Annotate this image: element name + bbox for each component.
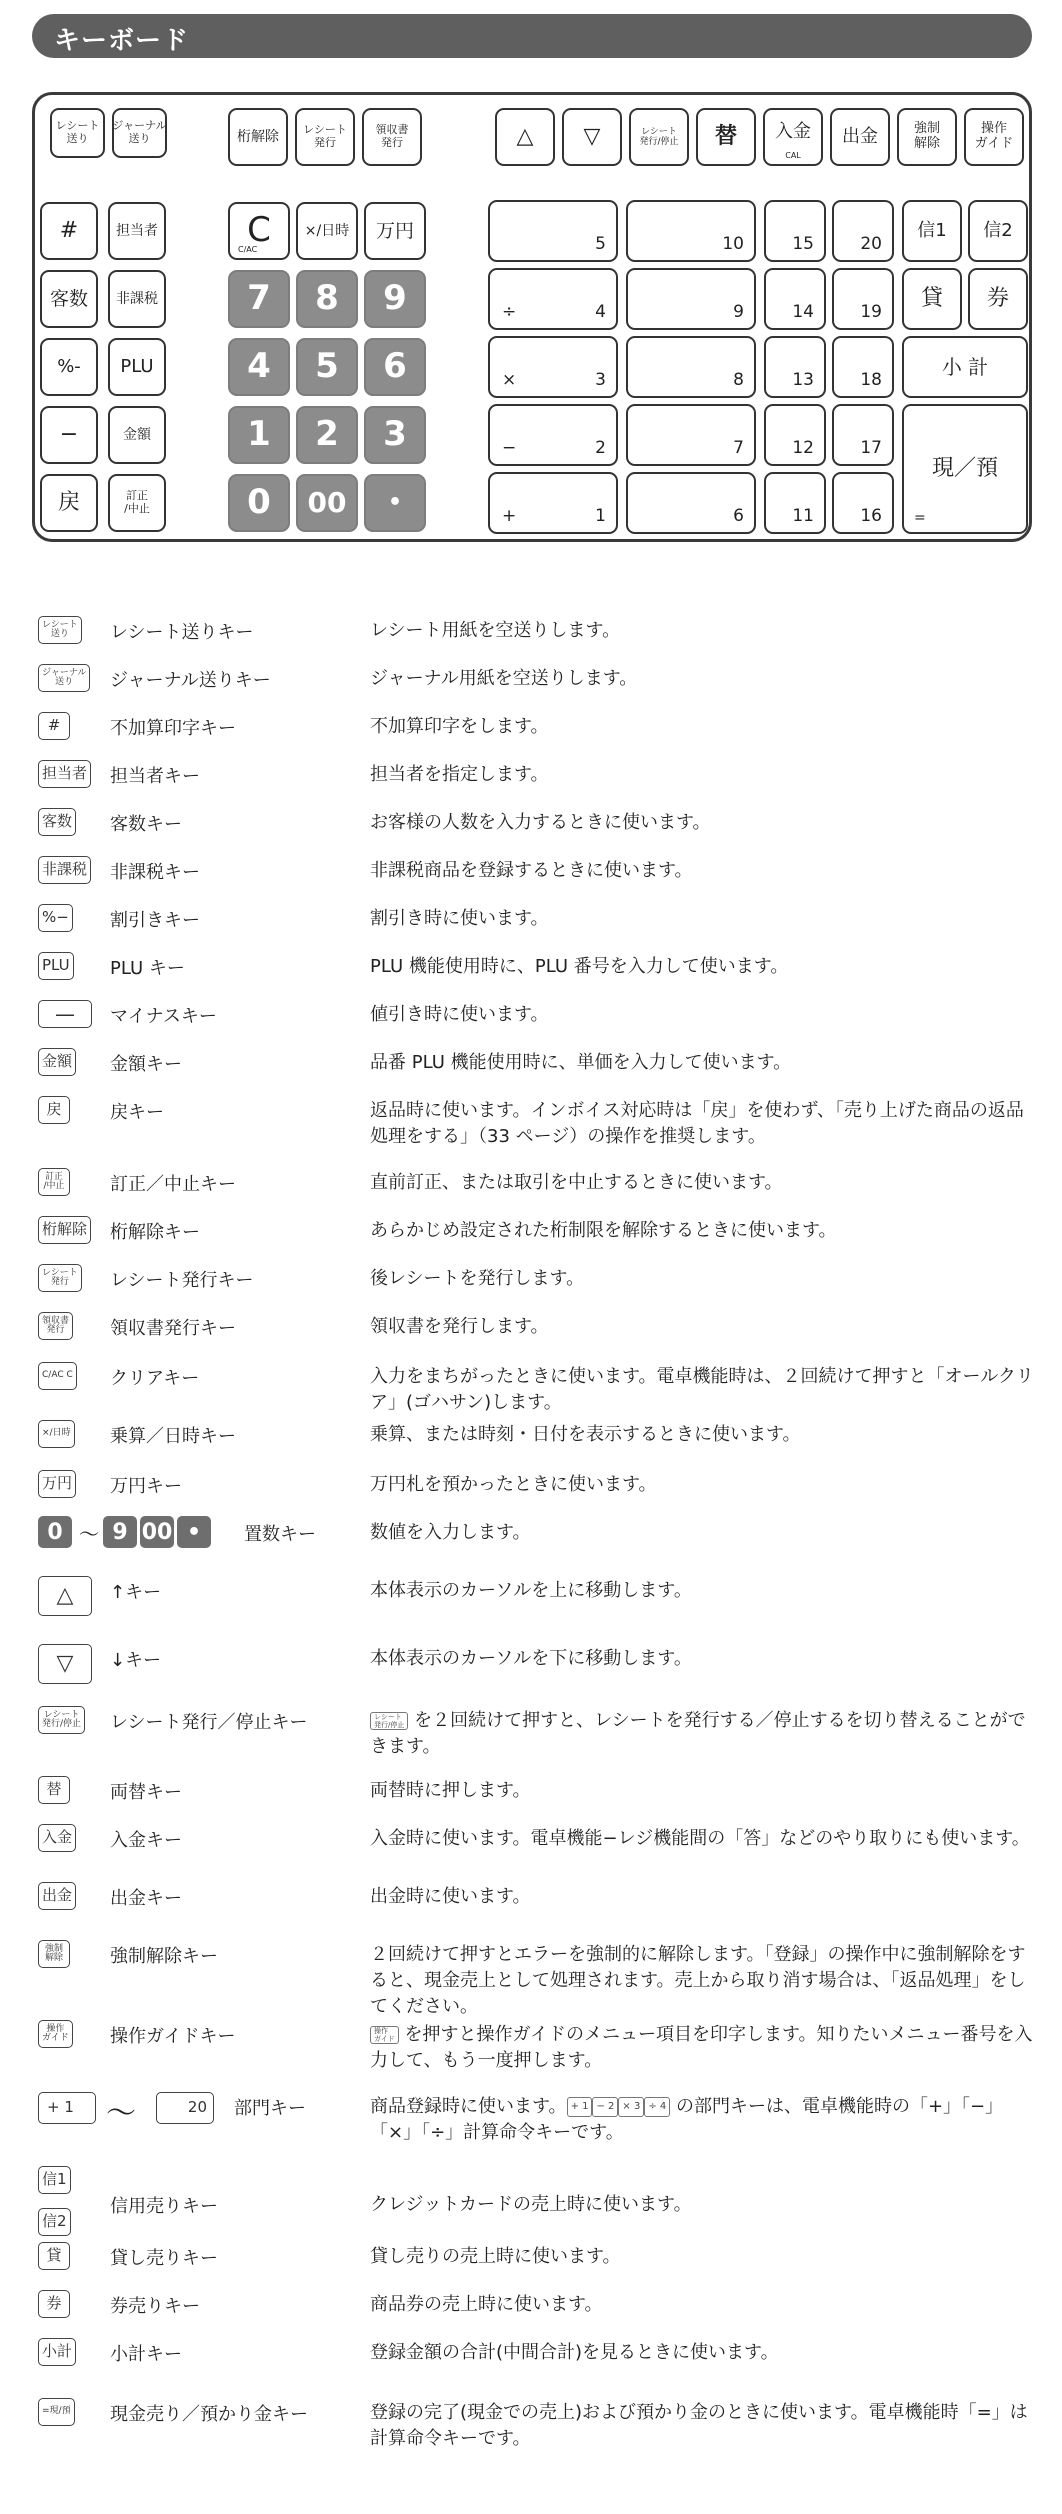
key-9-icon: 9 [103,1516,137,1548]
key-minus: − [40,406,98,464]
range-tilde: 〜 [79,1521,99,1546]
key-description: 不加算印字をします。 [370,716,549,737]
key-0-label: 0 [230,476,288,530]
dept-key-5: 5 [488,200,618,262]
key-description: 登録の完了(現金での売上)および預かり金のときに使います。電卓機能時「=」は計算命令キーです。 [370,2402,1028,2449]
key-description: 操作 ガイド を押すと操作ガイドのメニュー項目を印字します。知りたいメニュー番号を入力して、もう一度押します。 [370,2024,1033,2071]
dept-key-3-label: 3 [595,370,606,391]
key-description: 割引き時に使います。 [370,908,549,929]
key-4 [228,338,290,396]
key-5-label: 5 [298,340,356,394]
key-icon: 非課税 [38,856,91,884]
key-name: 非課税キー [110,862,200,883]
key-guide: 操作 ガイド [964,108,1024,166]
key-description: 本体表示のカーソルを下に移動します。 [370,1648,692,1669]
key-name: 訂正／中止キー [110,1174,236,1195]
key-name: ↑キー [110,1582,162,1603]
key-name: 万円キー [110,1476,182,1497]
key-credit1: 信1 [902,200,962,262]
key-icon: 万円 [38,1470,76,1498]
key-name: 客数キー [110,814,182,835]
key-name: ジャーナル送りキー [110,670,271,691]
dept-key-16: 16 [832,472,894,534]
inline-key-icon: 操作 ガイド [370,2026,399,2044]
key-description: 直前訂正、または取引を中止するときに使います。 [370,1172,783,1193]
key-00 [296,474,358,532]
key-no-sale: # [40,202,98,260]
key-icon: %− [38,904,73,932]
key-icon: レシート 発行/停止 [38,1706,85,1734]
key-description: 入金時に使います。電卓機能−レジ機能間の「答」などのやり取りにも使います。 [370,1828,1030,1849]
dept-key-13: 13 [764,336,826,398]
key-description: ２回続けて押すとエラーを強制的に解除します。「登録」の操作中に強制解除をすると、現金売上として処理されます。売上から取り消す場合は、「返品処理」をしてください。 [370,1944,1026,2017]
key-6-label: 6 [366,340,424,394]
key-2-label: 2 [298,408,356,462]
key-icon: 券 [38,2290,70,2318]
key-description: レシート 発行/停止 を２回続けて押すと、レシートを発行する／停止するを切り替えることができます。 [370,1710,1026,1757]
key-received-sub: CAL [785,151,801,161]
key-00-icon: 00 [140,1516,174,1548]
key-cash-label: 現／預 [931,455,998,481]
key-name: ↓キー [110,1650,162,1671]
dept-key-4-label: 4 [595,302,606,323]
key-name: 部門キー [234,2098,306,2119]
key-name: 小計キー [110,2344,182,2365]
key-name: レシート発行キー [110,1270,254,1291]
key-description: 入力をまちがったときに使います。電卓機能時は、２回続けて押すと「オールクリア」(ゴハサン)します。 [370,1366,1034,1413]
key-name: 乗算／日時キー [110,1426,236,1447]
inline-dept-key-icon: ÷ 4 [644,2097,670,2117]
key-icon: レシート 発行 [38,1264,82,1292]
key-icon: =現/預 [38,2398,75,2426]
key-icon: ×/日時 [38,1420,75,1448]
key-name: 貸し売りキー [110,2248,218,2269]
key-icon: 操作 ガイド [38,2020,73,2048]
key-icon: レシート 送り [38,616,82,644]
key-description: 登録金額の合計(中間合計)を見るときに使います。 [370,2342,779,2363]
key-clear [228,202,290,260]
key-dot-icon: • [177,1516,211,1548]
key-correction: 訂正 /中止 [108,474,166,532]
key-description: 本体表示のカーソルを上に移動します。 [370,1580,692,1601]
key-icon: 替 [38,1776,70,1804]
key-name: 操作ガイドキー [110,2026,236,2047]
key-paid-out: 出金 [830,108,890,166]
key-icon: ▽ [38,1644,92,1684]
key-digit-clear: 桁解除 [228,108,288,166]
key-cash [902,404,1028,534]
dept-key-19: 19 [832,268,894,330]
key-8 [296,270,358,328]
key-dot-label: • [366,476,424,530]
key-name: 金額キー [110,1054,182,1075]
key-multiply-date: ×/日時 [296,202,358,260]
key-exchange: 替 [696,108,756,166]
numeric-keys-icon-group [38,1516,214,1548]
key-description: 出金時に使います。 [370,1886,531,1907]
key-journal-feed: ジャーナル 送り [112,108,167,158]
key-name: レシート送りキー [110,622,254,643]
key-name: 両替キー [110,1782,182,1803]
key-description: 品番 PLU 機能使用時に、単価を入力して使います。 [370,1052,792,1073]
key-icon: 出金 [38,1882,76,1910]
key-description: 両替時に押します。 [370,1780,531,1801]
inline-dept-key-icon: + 1 [567,2097,593,2117]
op-plus: + [502,506,517,527]
dept-key-11: 11 [764,472,826,534]
op-multiply: × [502,370,517,391]
key-icon: 戻 [38,1096,70,1124]
key-name: レシート発行／停止キー [110,1712,308,1733]
key-price: 金額 [108,406,166,464]
key-invoice-issue: 領収書 発行 [362,108,422,166]
key-3 [364,406,426,464]
dept-1-icon: + 1 [38,2092,96,2124]
dept-key-6: 6 [626,472,756,534]
key-charge: 貸 [902,268,962,330]
key-description: 担当者を指定します。 [370,764,549,785]
dept-key-10: 10 [626,200,756,262]
credit2-icon: 信2 [38,2208,71,2236]
key-icon: PLU [38,952,74,980]
key-icon: 貸 [38,2242,70,2270]
inline-key-icon: レシート 発行/停止 [370,1712,408,1730]
key-clear-sub: C/AC [238,245,258,255]
op-divide: ÷ [502,302,517,323]
key-customers: 客数 [40,270,98,328]
key-subtotal: 小 計 [902,336,1028,398]
key-icon: # [38,712,70,740]
key-receipt-issue: レシート 発行 [295,108,355,166]
key-received-on-account [763,108,823,166]
key-description: 数値を入力します。 [370,1522,531,1543]
dept-key-8: 8 [626,336,756,398]
key-description: 後レシートを発行します。 [370,1268,585,1289]
key-description: 万円札を預かったときに使います。 [370,1474,657,1495]
key-name: クリアキー [110,1368,200,1389]
key-icon: △ [38,1576,92,1616]
key-nontax: 非課税 [108,270,166,328]
dept-key-9: 9 [626,268,756,330]
key-discount: %- [40,338,98,396]
key-description: 商品登録時に使います。 + 1 − 2 × 3 ÷ 4 の部門キーは、電卓機能時の「+」「−」「×」「÷」計算命令キーです。 [370,2096,1004,2143]
key-description: 値引き時に使います。 [370,1004,549,1025]
key-7-label: 7 [230,272,288,326]
dept-key-2-label: 2 [595,438,606,459]
key-name: 割引きキー [110,910,200,931]
dept-key-17: 17 [832,404,894,466]
key-icon: 桁解除 [38,1216,91,1244]
inline-dept-key-icon: × 3 [618,2097,644,2117]
key-receipt-onoff: レシート 発行/停止 [629,108,689,166]
key-6 [364,338,426,396]
key-description: 商品券の売上時に使います。 [370,2294,603,2315]
key-name: 戻キー [110,1102,164,1123]
inline-dept-key-icon: − 2 [592,2097,618,2117]
key-clerk: 担当者 [108,202,166,260]
key-icon: 強制 解除 [38,1940,70,1968]
key-receipt-feed: レシート 送り [50,108,105,158]
key-name: 領収書発行キー [110,1318,236,1339]
dept-key-4 [488,268,618,330]
key-description: ジャーナル用紙を空送りします。 [370,668,638,689]
key-icon: 領収書 発行 [38,1312,73,1340]
key-icon: C/AC C [38,1362,77,1390]
key-force-release: 強制 解除 [897,108,957,166]
key-9-label: 9 [366,272,424,326]
dept-20-icon: 20 [156,2092,214,2124]
key-9 [364,270,426,328]
op-minus: − [502,438,517,459]
key-plu: PLU [108,338,166,396]
key-name: PLU キー [110,958,185,979]
key-name: 不加算印字キー [110,718,236,739]
key-clear-label: C [247,210,271,251]
dept-key-12: 12 [764,404,826,466]
key-description: クレジットカードの売上時に使います。 [370,2194,692,2215]
key-refund: 戻 [40,474,98,532]
credit1-icon: 信1 [38,2166,71,2194]
key-name: マイナスキー [110,1006,217,1027]
key-check: 券 [968,268,1028,330]
key-dot [364,474,426,532]
key-icon: 入金 [38,1824,76,1852]
section-title-bar [32,14,1032,58]
key-received-label: 入金 [775,121,811,143]
key-name: 現金売り／預かり金キー [110,2404,308,2425]
key-name: 券売りキー [110,2296,200,2317]
key-icon: 客数 [38,808,76,836]
key-name: 担当者キー [110,766,200,787]
key-down: ▽ [562,108,622,166]
key-icon: 訂正 /中止 [38,1168,70,1196]
key-description: あらかじめ設定された桁制限を解除するときに使います。 [370,1220,837,1241]
key-cash-eq: = [914,509,926,526]
key-description: 領収書を発行します。 [370,1316,549,1337]
key-name: 入金キー [110,1830,182,1851]
key-name: 出金キー [110,1888,182,1909]
key-8-label: 8 [298,272,356,326]
dept-key-1-label: 1 [595,506,606,527]
dept-key-20: 20 [832,200,894,262]
dept-key-1 [488,472,618,534]
dept-key-18: 18 [832,336,894,398]
key-description: PLU 機能使用時に、PLU 番号を入力して使います。 [370,956,789,977]
key-description: 貸し売りの売上時に使います。 [370,2246,621,2267]
key-description: レシート用紙を空送りします。 [370,620,621,641]
key-description: 返品時に使います。インボイス対応時は「戻」を使わず、「売り上げた商品の返品処理をする」（33 ページ）の操作を推奨します。 [370,1100,1024,1147]
key-00-label: 00 [298,476,356,530]
key-icon: 金額 [38,1048,76,1076]
key-name: 信用売りキー [110,2196,218,2217]
key-0-icon: 0 [38,1516,72,1548]
key-name: 桁解除キー [110,1222,200,1243]
key-description: お客様の人数を入力するときに使います。 [370,812,711,833]
key-4-label: 4 [230,340,288,394]
key-description: 非課税商品を登録するときに使います。 [370,860,693,881]
dept-key-14: 14 [764,268,826,330]
range-tilde: 〜 [106,2096,136,2131]
key-name: 強制解除キー [110,1946,218,1967]
key-7 [228,270,290,328]
key-icon: 担当者 [38,760,91,788]
key-name: 置数キー [244,1524,316,1545]
key-ten-thousand: 万円 [364,202,426,260]
key-credit2: 信2 [968,200,1028,262]
dept-key-7: 7 [626,404,756,466]
dept-key-15: 15 [764,200,826,262]
key-3-label: 3 [366,408,424,462]
key-0 [228,474,290,532]
key-description: 乗算、または時刻・日付を表示するときに使います。 [370,1424,801,1445]
dept-key-2 [488,404,618,466]
dept-key-3 [488,336,618,398]
section-title: キーボード [54,26,190,56]
key-2 [296,406,358,464]
key-5 [296,338,358,396]
key-1-label: 1 [230,408,288,462]
key-icon: — [38,1000,92,1028]
key-icon: 小計 [38,2338,76,2366]
key-1 [228,406,290,464]
key-up: △ [495,108,555,166]
key-icon: ジャーナル 送り [38,664,90,692]
